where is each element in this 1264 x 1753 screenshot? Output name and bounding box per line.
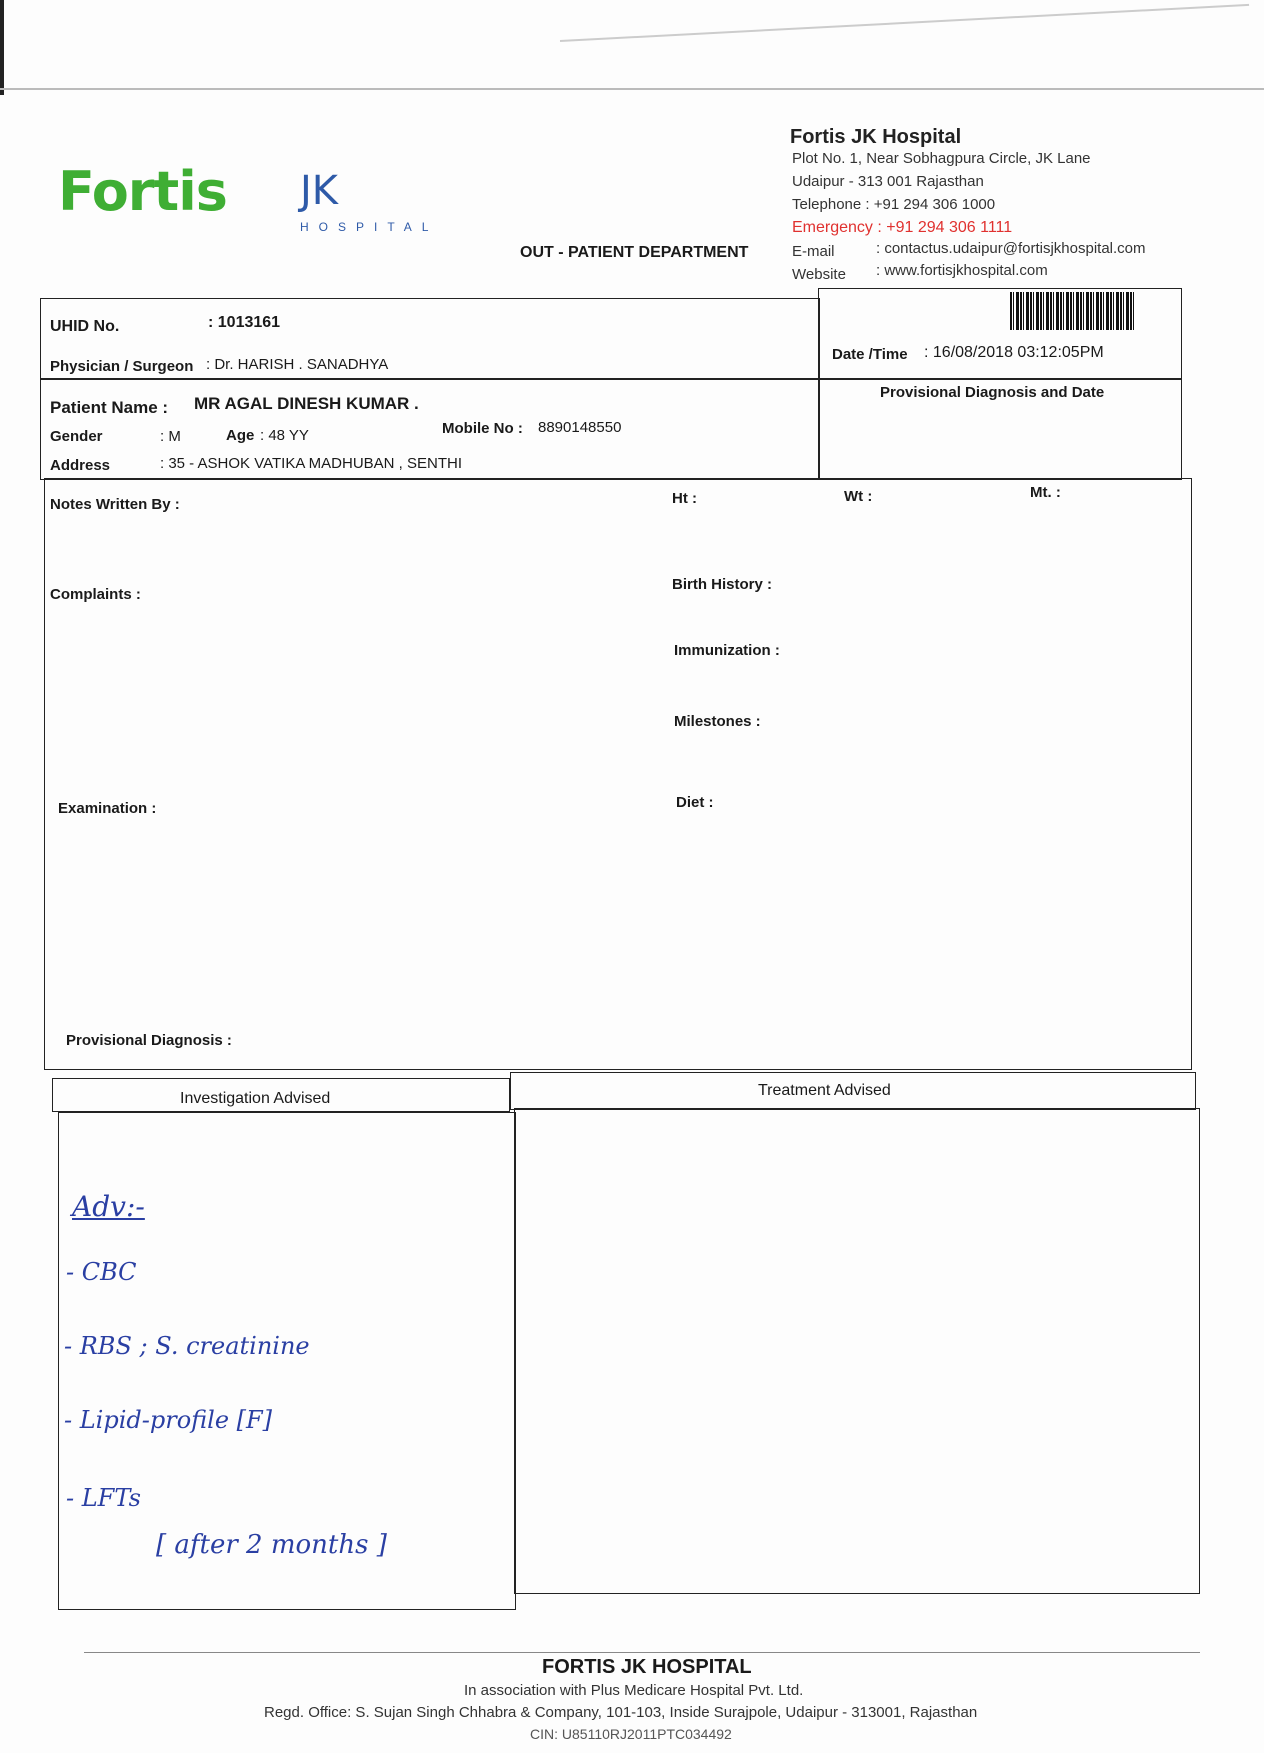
handwritten-lft: - LFTs: [66, 1484, 141, 1512]
height-label: Ht :: [672, 490, 697, 507]
examination-label: Examination :: [58, 800, 157, 817]
department-title: OUT - PATIENT DEPARTMENT: [520, 244, 749, 261]
patient-name-label: Patient Name :: [50, 398, 169, 417]
handwritten-rbs: - RBS ; S. creatinine: [64, 1332, 310, 1360]
mobile-label: Mobile No :: [442, 420, 523, 437]
notes-section: [44, 478, 1192, 1070]
immunization-label: Immunization :: [674, 642, 780, 659]
complaints-label: Complaints :: [50, 586, 141, 603]
telephone: Telephone : +91 294 306 1000: [792, 196, 996, 213]
patient-name-value: MR AGAL DINESH KUMAR .: [194, 394, 419, 413]
notes-written-by-label: Notes Written By :: [50, 496, 180, 513]
address-line1: Plot No. 1, Near Sobhagpura Circle, JK Lane: [792, 150, 1091, 167]
footer-cin: CIN: U85110RJ2011PTC034492: [530, 1726, 732, 1742]
handwritten-followup: [ after 2 months ]: [156, 1530, 387, 1560]
age-label: Age: [226, 427, 255, 444]
physician-value: : Dr. HARISH . SANADHYA: [206, 356, 389, 373]
jk-logo-subtitle: HOSPITAL: [300, 220, 439, 234]
fortis-logo: Fortis: [58, 160, 227, 223]
provisional-diagnosis-date-label: Provisional Diagnosis and Date: [880, 384, 1105, 401]
investigation-header: Investigation Advised: [180, 1090, 331, 1107]
uhid-value: : 1013161: [208, 314, 281, 331]
page-edge: [0, 0, 4, 95]
milestones-label: Milestones :: [674, 713, 761, 730]
address-line2: Udaipur - 313 001 Rajasthan: [792, 173, 984, 190]
website-value: : www.fortisjkhospital.com: [876, 262, 1048, 279]
page-edge-line: [0, 88, 1264, 90]
age-value: : 48 YY: [260, 427, 309, 444]
uhid-label: UHID No.: [50, 318, 120, 335]
footer-title: FORTIS JK HOSPITAL: [542, 1656, 752, 1678]
emergency-phone: Emergency : +91 294 306 1111: [792, 219, 1013, 236]
weight-label: Wt :: [844, 488, 873, 505]
provisional-diagnosis-label: Provisional Diagnosis :: [66, 1032, 232, 1049]
email-label: E-mail: [792, 243, 835, 260]
footer-regd-office: Regd. Office: S. Sujan Singh Chhabra & Company, 101-103, Inside Surajpole, Udaipur - 313001, Rajasthan: [264, 1704, 978, 1721]
datetime-label: Date /Time: [832, 346, 908, 363]
gender-label: Gender: [50, 428, 103, 445]
jk-logo: JK: [300, 168, 339, 214]
footer-association: In association with Plus Medicare Hospital Pvt. Ltd.: [464, 1682, 804, 1699]
handwritten-cbc: - CBC: [66, 1258, 137, 1286]
address-label: Address: [50, 457, 111, 474]
email-value: : contactus.udaipur@fortisjkhospital.com: [876, 240, 1146, 257]
birth-history-label: Birth History :: [672, 576, 773, 593]
datetime-value: : 16/08/2018 03:12:05PM: [924, 344, 1104, 361]
paper-fold-line: [560, 4, 1249, 42]
address-value: : 35 - ASHOK VATIKA MADHUBAN , SENTHI: [160, 455, 463, 472]
mobile-value: 8890148550: [538, 419, 622, 436]
treatment-header: Treatment Advised: [758, 1082, 891, 1099]
mt-label: Mt. :: [1030, 484, 1061, 501]
handwritten-advice-title: Adv:-: [72, 1190, 145, 1223]
gender-value: : M: [160, 428, 181, 445]
barcode: [1010, 292, 1136, 330]
footer-divider: [84, 1652, 1200, 1653]
handwritten-lipid: - Lipid-profile [F]: [64, 1406, 273, 1434]
hospital-name: Fortis JK Hospital: [790, 126, 962, 148]
physician-label: Physician / Surgeon: [50, 358, 194, 375]
diet-label: Diet :: [676, 794, 714, 811]
website-label: Website: [792, 266, 846, 283]
treatment-advised-area: [514, 1108, 1200, 1594]
